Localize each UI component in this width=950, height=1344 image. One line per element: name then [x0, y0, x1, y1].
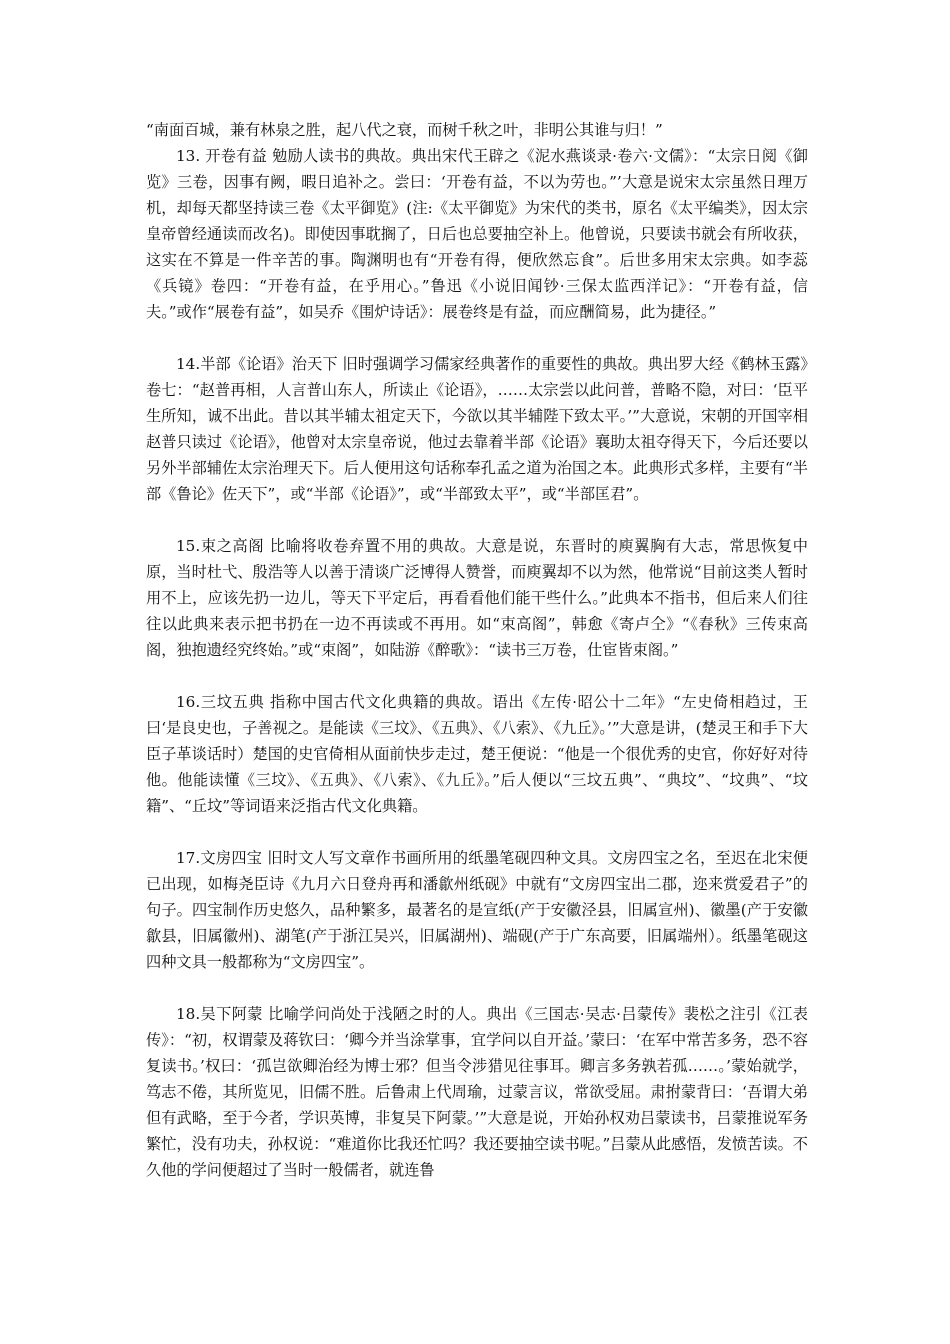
paragraph-12-continuation: “南面百城，兼有林泉之胜，起八代之衰，而树千秋之叶，非明公其谁与归！” [146, 121, 663, 139]
paragraph-13-kaijuan-youyi: 13. 开卷有益 勉励人读书的典故。典出宋代王辟之《泥水燕谈录·卷六·文儒》：“太宗日阅《御览》三卷，因事有阙，暇日追补之。尝曰：‘开卷有益，不以为劳也。”’大意是说宋太宗虽然日理万机，却每天都坚持读三卷《太平御览》(注:《太平御览》为宋代的类书，原名《太平编类》，因太宗皇帝曾经通读而改名)。即使因事耽搁了，日后也总要抽空补上。他曾说，只要读书就会有所收获，这实在不算是一件辛苦的事。陶渊明也有“开卷有得，便欣然忘食”。后世多用宋太宗典。如李蕊《兵镜》卷四：“开卷有益，在乎用心。”鲁迅《小说旧闻钞·三保太监西洋记》：“开卷有益，信夫。”或作“展卷有益”，如吴乔《围炉诗话》：展卷终是有益，而应酬简易，此为捷径。” [146, 147, 808, 321]
paragraph-spacer [146, 325, 808, 351]
paragraph-18-wuxia-ameng: 18.吴下阿蒙 比喻学问尚处于浅陋之时的人。典出《三国志·吴志·吕蒙传》裴松之注引《江表传》：“初，权谓蒙及蒋钦曰：‘卿今并当涂掌事，宜学问以自开益。’蒙曰：‘在军中常苦多务，恐不容复读书。’权曰：‘孤岂欲卿治经为博士邪？但当令涉猎见往事耳。卿言多务孰若孤……。’蒙始就学，笃志不倦，其所览见，旧儒不胜。后鲁肃上代周瑜，过蒙言议，常欲受屈。肃拊蒙背曰：‘吾谓大弟但有武略，至于今者，学识英博，非复吴下阿蒙。’”大意是说，开始孙权劝吕蒙读书，吕蒙推说军务繁忙，没有功夫，孙权说：“难道你比我还忙吗？我还要抽空读书呢。”吕蒙从此感悟，发愤苦读。不久他的学问便超过了当时一般儒者，就连鲁 [146, 1005, 808, 1179]
paragraph-spacer [146, 507, 808, 533]
paragraph-15-shuzhi-gaoge: 15.束之高阁 比喻将收卷弃置不用的典故。大意是说，东晋时的庾翼胸有大志，常思恢复中原，当时杜弋、殷浩等人以善于清谈广泛博得人赞誉，而庾翼却不以为然，他常说“目前这类人暂时用不上，应该先扔一边儿，等天下平定后，再看看他们能干些什么。”此典本不指书，但后来人们往往以此典来表示把书扔在一边不再读或不再用。如“束高阁”，韩愈《寄卢仝》“《春秋》三传束高阁，独抱遗经究终始。”或“束阁”，如陆游《醉歌》：“读书三万卷，仕宦皆束阁。” [146, 537, 808, 659]
document-page [146, 117, 808, 1183]
paragraph-spacer [146, 819, 808, 845]
paragraph-spacer [146, 663, 808, 689]
paragraph-14-banbu-lunyu: 14.半部《论语》治天下 旧时强调学习儒家经典著作的重要性的典故。典出罗大经《鹤林玉露》卷七：“赵普再相，人言普山东人，所读止《论语》，……太宗尝以此问普，普略不隐，对曰：‘臣平生所知，诚不出此。昔以其半辅太祖定天下，今欲以其半辅陛下致太平。’”大意说，宋朝的开国宰相赵普只读过《论语》，他曾对太宗皇帝说，他过去靠着半部《论语》襄助太祖夺得天下，今后还要以另外半部辅佐太宗治理天下。后人便用这句话称奉孔孟之道为治国之本。此典形式多样，主要有“半部《鲁论》佐天下”，或“半部《论语》”，或“半部致太平”，或“半部匡君”。 [146, 355, 808, 503]
paragraph-16-sanfen-wudian: 16.三坟五典 指称中国古代文化典籍的典故。语出《左传·昭公十二年》“左史倚相趋过，王曰‘是良史也，子善视之。是能读《三坟》、《五典》、《八索》、《九丘》。’”大意是讲，(楚灵王和手下大臣子革谈话时）楚国的史官倚相从面前快步走过，楚王便说：“他是一个很优秀的史官，你好好对待他。他能读懂《三坟》、《五典》、《八索》、《九丘》。”后人便以“三坟五典”、“典坟”、“坟典”、“坟籍”、“丘坟”等词语来泛指古代文化典籍。 [146, 693, 808, 815]
paragraph-spacer [146, 975, 808, 1001]
paragraph-17-wenfang-sibao: 17.文房四宝 旧时文人写文章作书画所用的纸墨笔砚四种文具。文房四宝之名，至迟在北宋便已出现，如梅尧臣诗《九月六日登舟再和潘歙州纸砚》中就有“文房四宝出二郡，迩来赏爱君子”的句子。四宝制作历史悠久，品种繁多，最著名的是宣纸(产于安徽泾县，旧属宣州)、徽墨(产于安徽歙县，旧属徽州)、湖笔(产于浙江吴兴，旧属湖州)、端砚(产于广东高要，旧属端州）。纸墨笔砚这四种文具一般都称为“文房四宝”。 [146, 849, 808, 971]
